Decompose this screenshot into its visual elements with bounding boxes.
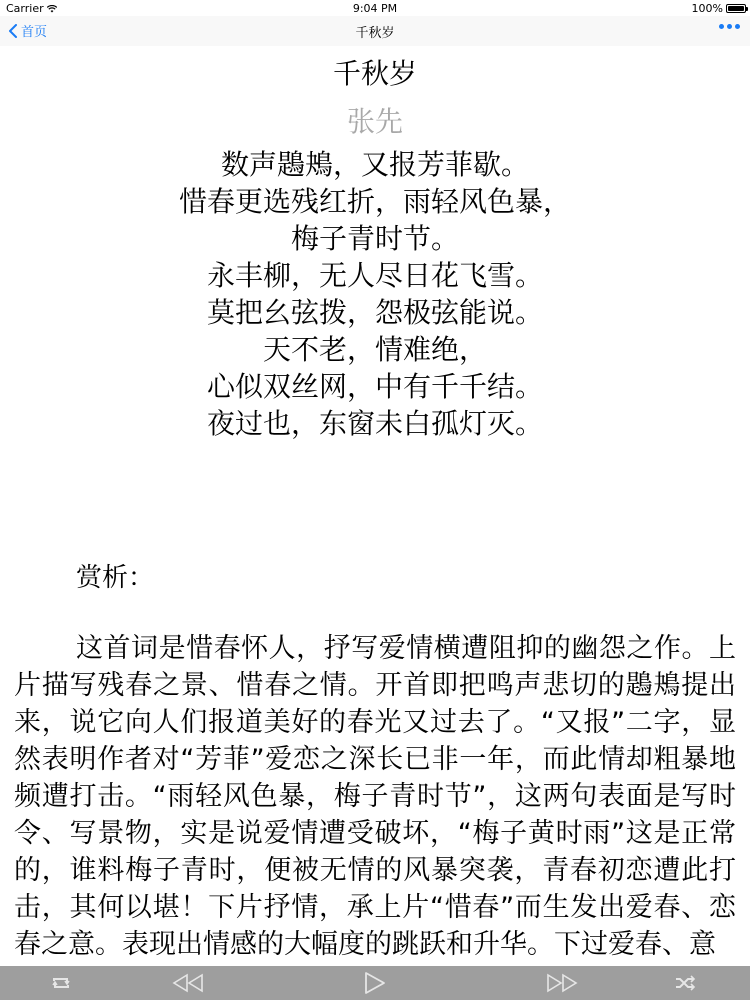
play-icon [362, 971, 386, 995]
poem-line: 梅子青时节。 [290, 222, 459, 255]
repeat-button[interactable] [44, 970, 78, 996]
nav-title: 千秋岁 [355, 26, 395, 41]
poem-lines [0, 146, 750, 442]
poem-line: 天不老，情难绝， [262, 333, 487, 366]
poem [0, 50, 750, 442]
previous-icon [171, 973, 205, 993]
dot [719, 24, 724, 29]
previous-button[interactable] [168, 970, 208, 996]
repeat-icon [50, 975, 72, 991]
poem-line: 心似双丝网，中有千千结。 [206, 370, 543, 403]
poem-line: 永丰柳，无人尽日花飞雪。 [206, 259, 543, 292]
navigation-bar [0, 16, 750, 46]
carrier-label: Carrier [6, 2, 44, 15]
dot [727, 24, 732, 29]
dot [735, 24, 740, 29]
analysis-heading: 赏析： [76, 563, 155, 593]
more-dots-icon[interactable] [719, 24, 740, 29]
poem-line: 惜春更选残红折，雨轻风色暴， [178, 185, 571, 218]
battery-indicator [692, 2, 746, 15]
play-button[interactable] [356, 970, 392, 996]
battery-icon [726, 4, 746, 13]
analysis-text: 这首词是惜春怀人，抒写爱情横遭阻抑的幽怨之作。上片描写残春之景、惜春之情。开首即把鸣声悲切的鶗鴂提出来，说它向人们报道美好的春光又过去了。“又报”二字，显然表明作者对“芳菲”爱恋之深长已非一年，而此情却粗暴地频遭打击。“雨轻风色暴，梅子青时节”，这两句表面是写时令、写景物，实是说爱情遭受破坏，“梅子黄时雨”这是正常的，谁料梅子青时，便被无情的风暴突袭，青春初恋遭此打击，其何以堪！下片抒情，承上片“惜春”而生发出爱春、恋春之意。表现出情感的大幅度的跳跃和升华。下过爱春、意 [14, 633, 736, 960]
poem-author: 张先 [346, 105, 403, 138]
back-button-label: 首页 [21, 25, 48, 40]
shuffle-button[interactable] [668, 970, 702, 996]
next-icon [545, 973, 579, 993]
poem-line: 数声鶗鴂，又报芳菲歇。 [220, 148, 529, 181]
next-button[interactable] [542, 970, 582, 996]
playback-toolbar [0, 966, 750, 1000]
poem-title: 千秋岁 [332, 57, 417, 90]
poem-line: 莫把幺弦拨，怨极弦能说。 [206, 296, 543, 329]
battery-percent: 100% [691, 2, 723, 15]
poem-line: 夜过也，东窗未白孤灯灭。 [206, 407, 543, 440]
shuffle-icon [674, 975, 696, 991]
status-time: 9:04 PM [352, 2, 398, 15]
status-bar [0, 0, 750, 16]
